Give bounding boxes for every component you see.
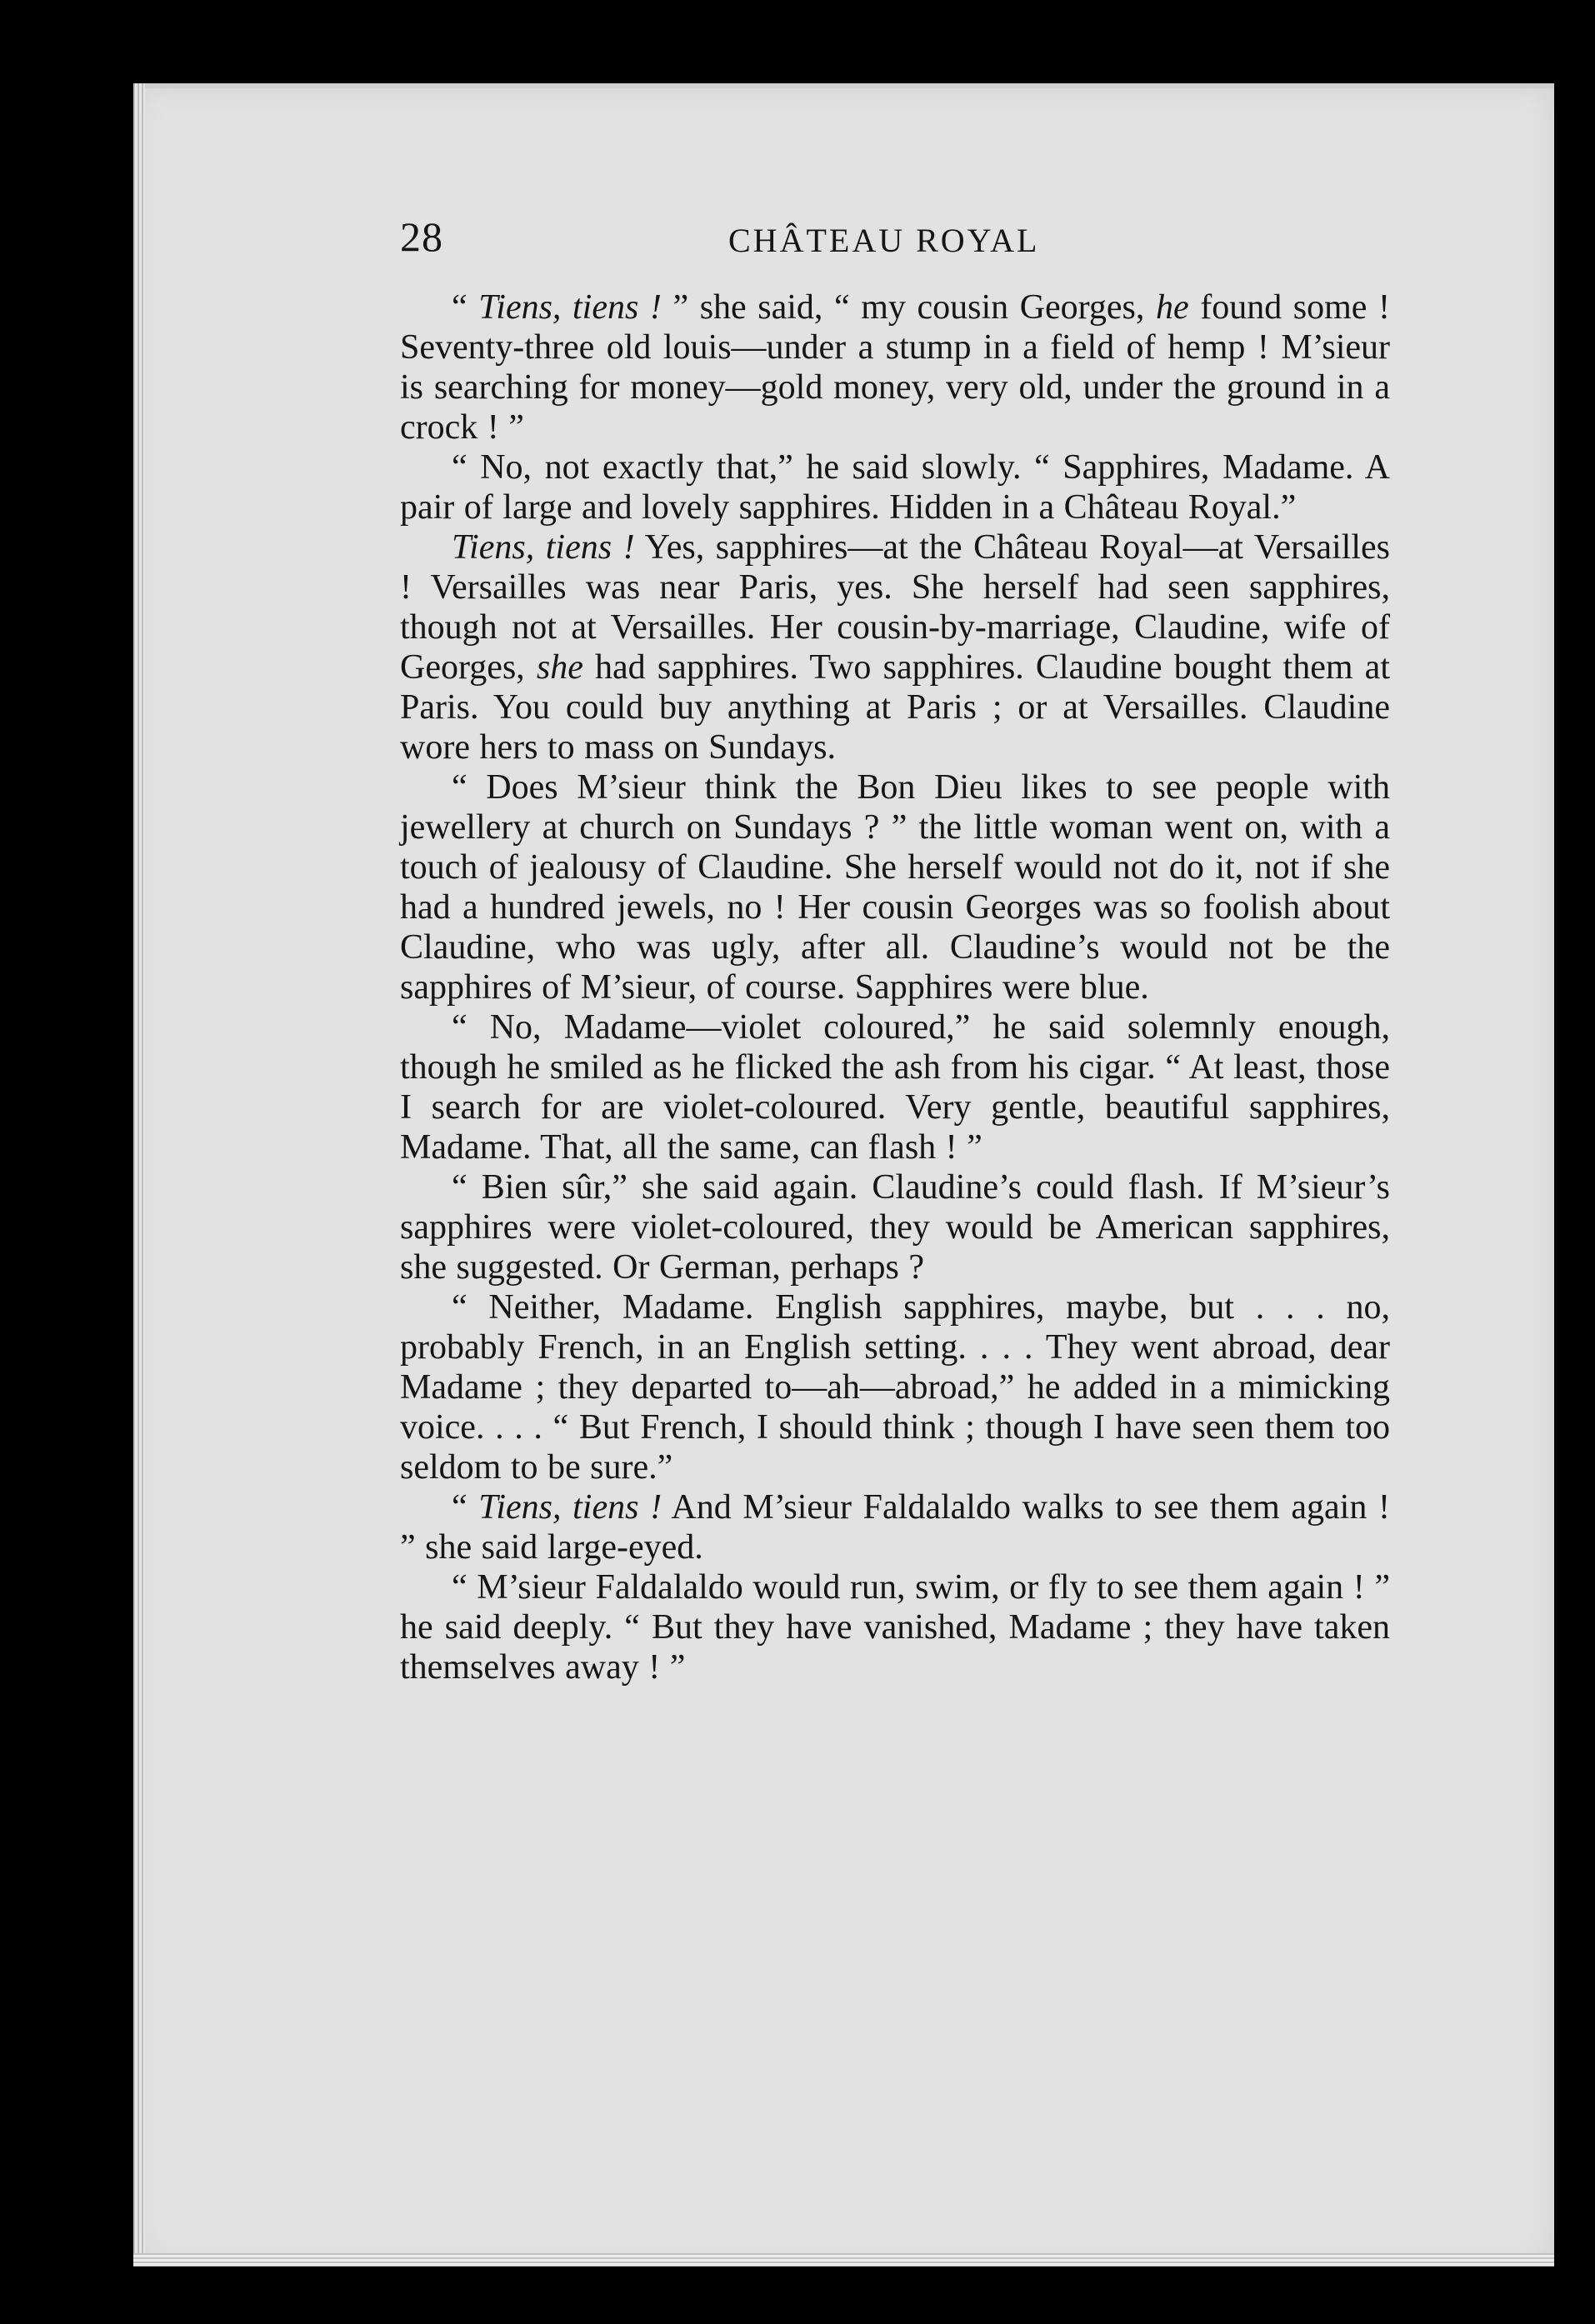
- text-run: Yes, sapphires—at the Château Royal—at Versailles ! Versailles was near Paris, yes. She herself had seen sapphires, though not at Versailles. Her cousin-by-marriage, Claudine, wife of Georges,: [400, 528, 1390, 687]
- text-run: “ M’sieur Faldalaldo would run, swim, or fly to see them again ! ” he said deeply. “ But they have vanished, Madame ; they have taken themselves away ! ”: [400, 1568, 1390, 1687]
- italic-text: she: [536, 648, 583, 687]
- text-run: “: [452, 1488, 479, 1527]
- running-head: [250, 212, 1390, 271]
- paragraph: [250, 1567, 1390, 1687]
- running-title: CHÂTEAU ROYAL: [728, 222, 1040, 259]
- italic-text: Tiens, tiens !: [452, 528, 635, 567]
- italic-text: he: [1155, 288, 1189, 327]
- paragraph: [250, 447, 1390, 527]
- text-run: “: [452, 288, 479, 327]
- italic-text: Tiens, tiens !: [478, 288, 662, 327]
- text-run: ” she said, “ my cousin Georges,: [661, 288, 1156, 327]
- text-run: And M’sieur Faldalaldo walks to see them again ! ” she said large-eyed.: [400, 1488, 1390, 1567]
- text-run: “ Does M’sieur think the Bon Dieu likes to see people with jewellery at church on Sundays ? ” the little woman went on, with a touch of jealousy of Claudine. She herself would not do it, not if she had a hundred jewels, no ! Her cousin Georges was so foolish about Claudine, who was ugly, after all. Claudine’s would not be the sapphires of M’sieur, of course. Sapphires were blue.: [400, 768, 1390, 1007]
- paragraph: [250, 1167, 1390, 1287]
- body-text: [250, 287, 1390, 1687]
- paragraph: [250, 1287, 1390, 1487]
- page-number: 28: [400, 213, 443, 260]
- text-run: “ No, Madame—violet coloured,” he said solemnly enough, though he smiled as he flicked the ash from his cigar. “ At least, those I search for are violet-coloured. Very gentle, beautiful sapphires, Madame. That, all the same, can flash ! ”: [400, 1008, 1390, 1167]
- text-run: “ Bien sûr,” she said again. Claudine’s could flash. If M’sieur’s sapphires were violet-coloured, they would be American sapphires, she suggested. Or German, perhaps ?: [400, 1168, 1390, 1287]
- paragraph: [250, 527, 1390, 767]
- text-run: “ No, not exactly that,” he said slowly. “ Sapphires, Madame. A pair of large and lovely sapphires. Hidden in a Château Royal.”: [400, 448, 1390, 527]
- paragraph: [250, 1487, 1390, 1567]
- text-run: “ Neither, Madame. English sapphires, maybe, but . . . no, probably French, in an English setting. . . . They went abroad, dear Madame ; they departed to—ah—abroad,” he added in a mimicking voice. . . . “ But French, I should think ; though I have seen them too seldom to be sure.”: [400, 1288, 1390, 1487]
- paragraph: [250, 287, 1390, 447]
- paragraph: [250, 767, 1390, 1007]
- italic-text: Tiens, tiens !: [478, 1488, 662, 1527]
- page-bottom-edges: [133, 2253, 1554, 2267]
- paragraph: [250, 1007, 1390, 1167]
- page-left-edges: [133, 83, 145, 2267]
- page-top-edge: [133, 83, 1554, 88]
- text-run: had sapphires. Two sapphires. Claudine bought them at Paris. You could buy anything at Paris ; or at Versailles. Claudine wore hers to mass on Sundays.: [400, 648, 1390, 767]
- page-text-block: [250, 212, 1390, 1687]
- text-run: found some ! Seventy-three old louis—under a stump in a field of hemp ! M’sieur is searching for money—gold money, very old, under the ground in a crock ! ”: [400, 288, 1390, 447]
